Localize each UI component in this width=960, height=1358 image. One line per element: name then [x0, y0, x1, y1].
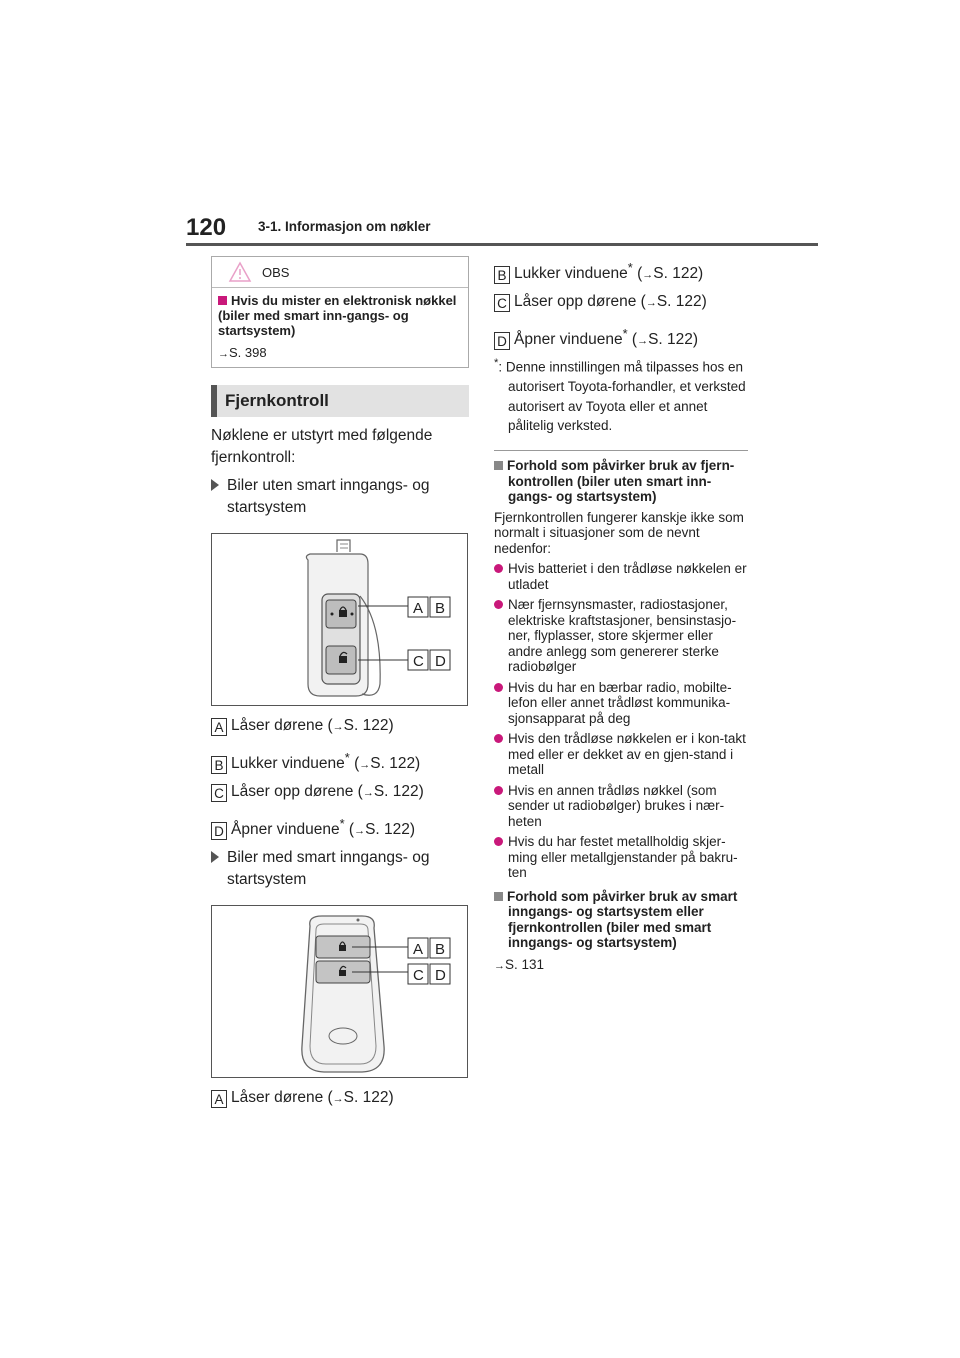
- dot-bullet-icon: [494, 683, 503, 692]
- cond2-title: Forhold som påvirker bruk av smart inngangs- og startsystem eller fjernkontrollen (biler med smart inngangs- og startsystem): [494, 889, 750, 951]
- cond2-ref: →S. 131: [494, 956, 545, 972]
- arrow-icon: →: [354, 825, 366, 838]
- list-item: Nær fjernsynsmaster, radiostasjoner, elektriske kraftstasjoner, bensinstasjo-ner, flyplasser, store skjermer eller andre anlegg som genererer sterke radiobølger: [494, 597, 750, 675]
- section-heading: Fjernkontroll: [211, 385, 469, 417]
- arrow-icon: →: [362, 787, 374, 799]
- dot-bullet-icon: [494, 600, 503, 609]
- list-item-d: D Åpner vinduene* (→S. 122): [211, 816, 415, 840]
- list-item: Hvis batteriet i den trådløse nøkkelen er utladet: [494, 561, 750, 592]
- header-rule: [186, 243, 818, 246]
- footnote: *: Denne innstillingen må tilpasses hos en autorisert Toyota-forhandler, et verksted autorisert av Toyota eller et annet pålitelig verksted.: [494, 357, 746, 433]
- list-item-b: B Lukker vinduene* (→S. 122): [211, 750, 420, 774]
- obs-item-title: Hvis du mister en elektronisk nøkkel (biler med smart inn-gangs- og startsystem): [218, 293, 457, 338]
- page-number: 120: [186, 214, 227, 241]
- arrow-icon: →: [642, 269, 654, 282]
- list2-item-d: D Åpner vinduene* (→S. 122): [494, 326, 698, 350]
- divider: [494, 450, 748, 451]
- key-fob-illustration: [212, 534, 467, 705]
- obs-header: [212, 257, 468, 288]
- obs-label: OBS: [262, 265, 290, 280]
- figure-key-fob-without-smart: [211, 533, 468, 706]
- list-item-c: C Låser opp dørene (→S. 122): [211, 783, 424, 802]
- smart-key-illustration: [212, 906, 467, 1077]
- obs-box: [211, 256, 469, 368]
- callout-a: A: [413, 600, 424, 617]
- obs-item: [218, 293, 462, 338]
- square-bullet-icon: [494, 461, 503, 470]
- arrow-icon: →: [645, 297, 657, 309]
- list-item-a: A Låser dørene (→S. 122): [211, 717, 394, 736]
- arrow-icon: →: [332, 721, 344, 733]
- warning-icon: [228, 261, 252, 283]
- dot-bullet-icon: [494, 837, 503, 846]
- dot-bullet-icon: [494, 786, 503, 795]
- cond1-title: Forhold som påvirker bruk av fjern-kontrollen (biler uten smart inn-gangs- og startsystem): [494, 458, 750, 505]
- callout-a: A: [413, 941, 424, 958]
- list-item: Hvis du har en bærbar radio, mobilte-lefon eller annet trådløst kommunika-sjonsapparat på deg: [494, 680, 750, 727]
- arrow-icon: →: [218, 348, 229, 360]
- list2-item-b: B Lukker vinduene* (→S. 122): [494, 260, 703, 284]
- bullet-no-smart: Biler uten smart inngangs- og startsystem: [211, 475, 469, 519]
- arrow-icon: →: [332, 1093, 344, 1105]
- callout-d: D: [435, 967, 446, 984]
- callout-d: D: [435, 653, 446, 670]
- callout-b: B: [435, 600, 446, 617]
- dot-bullet-icon: [494, 734, 503, 743]
- list-item: Hvis du har festet metallholdig skjer-ming eller metallgjenstander på bakru-ten: [494, 834, 750, 881]
- arrow-icon: →: [637, 335, 649, 348]
- section-title: 3-1. Informasjon om nøkler: [258, 219, 431, 234]
- arrow-icon: →: [359, 759, 371, 772]
- obs-ref: →S. 398: [218, 345, 267, 360]
- list-item: Hvis den trådløse nøkkelen er i kon-takt med eller er dekket av en gjen-stand i metall: [494, 731, 750, 778]
- square-bullet-icon: [494, 892, 503, 901]
- callout-b: B: [435, 941, 446, 958]
- footnote-star: *: [494, 357, 499, 369]
- arrow-icon: →: [494, 959, 505, 972]
- callout-c: C: [413, 653, 424, 670]
- bullet-smart: Biler med smart inngangs- og startsystem: [211, 847, 469, 891]
- callout-c: C: [413, 967, 424, 984]
- cond1-intro: Fjernkontrollen fungerer kanskje ikke som normalt i situasjoner som de nevnt nedenfor:: [494, 509, 744, 556]
- intro-text: Nøklene er utstyrt med følgende fjernkontroll:: [211, 427, 433, 466]
- list2-item-c: C Låser opp dørene (→S. 122): [494, 293, 707, 312]
- triangle-bullet-icon: [211, 479, 219, 491]
- cond1-block: [494, 458, 750, 974]
- triangle-bullet-icon: [211, 851, 219, 863]
- list2-item-a: A Låser dørene (→S. 122): [211, 1089, 394, 1108]
- dot-bullet-icon: [494, 564, 503, 573]
- square-bullet-icon: [218, 296, 227, 305]
- list-item: Hvis en annen trådløs nøkkel (som sender ut radiobølger) brukes i nær-heten: [494, 783, 750, 830]
- figure-key-fob-smart: [211, 905, 468, 1078]
